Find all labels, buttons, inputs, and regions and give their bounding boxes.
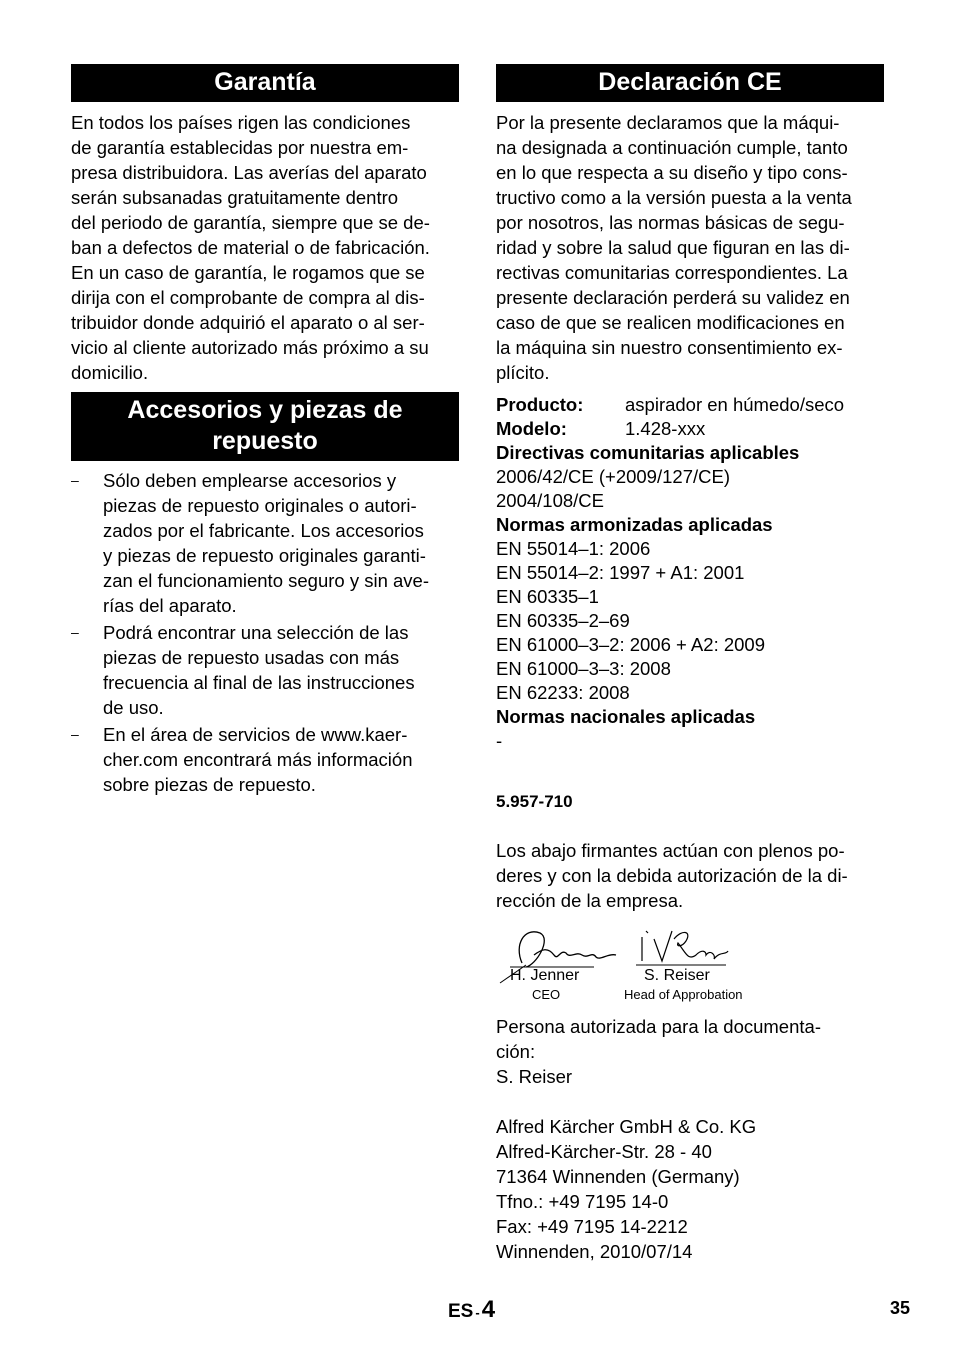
text-line: plícito. (496, 362, 550, 383)
norma-item: EN 60335–2–69 (496, 610, 630, 631)
text-line: tructivo como a la versión puesta a la venta (496, 187, 852, 208)
producto-label: Producto: (496, 394, 584, 415)
text-line: Persona autorizada para la documenta- (496, 1016, 821, 1037)
text-line: caso de que se realicen modificaciones en (496, 312, 845, 333)
text-line: domicilio. (71, 362, 149, 383)
text-line: de uso. (103, 697, 164, 718)
list-item (71, 468, 459, 618)
text-line: ción: (496, 1041, 536, 1062)
firmantes-text (496, 838, 884, 913)
heading-line: repuesto (212, 427, 318, 455)
norma-item: EN 60335–1 (496, 586, 599, 607)
text-line: del periodo de garantía, siempre que se de- (71, 212, 430, 233)
modelo-label: Modelo: (496, 418, 567, 439)
text-line: la máquina sin nuestro consentimiento ex- (496, 337, 843, 358)
normas-armonizadas-title: Normas armonizadas aplicadas (496, 514, 773, 535)
directiva-item: 2006/42/CE (+2009/127/CE) (496, 466, 730, 487)
text-line: sobre piezas de repuesto. (103, 774, 316, 795)
text-line: frecuencia al final de las instrucciones (103, 672, 415, 693)
address-line: Alfred-Kärcher-Str. 28 - 40 (496, 1141, 712, 1162)
text-line: na designada a continuación cumple, tanto (496, 137, 848, 158)
footer-lang: ES (448, 1301, 474, 1322)
heading-line: Accesorios y piezas de (127, 396, 403, 424)
address-line: Fax: +49 7195 14-2212 (496, 1216, 688, 1237)
producto-row (496, 393, 884, 417)
product-info (496, 393, 884, 753)
garantia-heading: Garantía (71, 64, 459, 102)
dash-bullet: – (71, 624, 79, 640)
text-line: vicio al cliente autorizado más próximo a su (71, 337, 429, 358)
normas-nacionales-title: Normas nacionales aplicadas (496, 706, 756, 727)
norma-item: EN 61000–3–3: 2008 (496, 658, 671, 679)
signer-name-jenner: H. Jenner (510, 967, 580, 984)
accesorios-heading (71, 392, 459, 461)
accesorios-list (71, 468, 459, 797)
left-column (71, 64, 459, 799)
dash-bullet: – (71, 472, 79, 488)
norma-item: EN 55014–2: 1997 + A1: 2001 (496, 562, 745, 583)
text-line: zados por el fabricante. Los accesorios (103, 520, 424, 541)
text-line: S. Reiser (496, 1066, 573, 1087)
norma-item: EN 55014–1: 2006 (496, 538, 651, 559)
directivas-title: Directivas comunitarias aplicables (496, 442, 800, 463)
footer-section-number: 4 (481, 1296, 496, 1323)
norma-item: EN 61000–3–2: 2006 + A2: 2009 (496, 634, 765, 655)
text-line: piezas de repuesto usadas con más (103, 647, 400, 668)
company-address (496, 1114, 884, 1264)
dash-bullet: – (71, 726, 79, 742)
text-line: en lo que respecta a su diseño y tipo cons- (496, 162, 848, 183)
address-line: Winnenden, 2010/07/14 (496, 1241, 693, 1262)
text-line: deres y con la debida autorización de la di- (496, 865, 848, 886)
normas-nacionales-value: - (496, 730, 503, 751)
footer-section-label (448, 1296, 495, 1324)
list-item (71, 620, 459, 720)
text-line: cher.com encontrará más información (103, 749, 413, 770)
signer-name-reiser: S. Reiser (644, 967, 710, 984)
text-line: y piezas de repuesto originales garanti- (103, 545, 426, 566)
list-item (71, 722, 459, 797)
text-line: Sólo deben emplearse accesorios y (103, 470, 397, 491)
text-line: Los abajo firmantes actúan con plenos po- (496, 840, 845, 861)
text-line: presente declaración perderá su validez en (496, 287, 850, 308)
signature-block (496, 925, 884, 1013)
modelo-value: 1.428-xxx (625, 418, 706, 439)
text-line: rías del aparato. (103, 595, 237, 616)
producto-value: aspirador en húmedo/seco (625, 394, 845, 415)
text-line: rección de la empresa. (496, 890, 684, 911)
text-line: Por la presente declaramos que la máqui- (496, 112, 840, 133)
text-line: presa distribuidora. Las averías del aparato (71, 162, 427, 183)
signer-title-approbation: Head of Approbation (624, 987, 743, 1002)
text-line: tribuidor donde adquirió el aparato o al ser- (71, 312, 425, 333)
text-line: rectivas comunitarias correspondientes. La (496, 262, 848, 283)
text-line: ridad y sobre la salud que figuran en las di- (496, 237, 850, 258)
declaracion-heading: Declaración CE (496, 64, 884, 102)
text-line: En el área de servicios de www.kaer- (103, 724, 408, 745)
signer-title-ceo: CEO (532, 987, 561, 1002)
address-line: Alfred Kärcher GmbH & Co. KG (496, 1116, 757, 1137)
text-line: dirija con el comprobante de compra al dis- (71, 287, 425, 308)
norma-item: EN 62233: 2008 (496, 682, 630, 703)
directiva-item: 2004/108/CE (496, 490, 605, 511)
page-number: 35 (890, 1298, 911, 1318)
text-line: En todos los países rigen las condiciones (71, 112, 411, 133)
document-code: 5.957-710 (496, 792, 573, 811)
text-line: ban a defectos de material o de fabricación. (71, 237, 430, 258)
text-line: En un caso de garantía, le rogamos que se (71, 262, 425, 283)
footer-sep: - (475, 1305, 480, 1320)
text-line: zan el funcionamiento seguro y sin ave- (103, 570, 429, 591)
persona-autorizada (496, 1014, 884, 1089)
text-line: serán subsanadas gratuitamente dentro (71, 187, 399, 208)
modelo-row (496, 417, 884, 441)
text-line: por nosotros, las normas básicas de segu- (496, 212, 845, 233)
declaracion-text (496, 110, 884, 385)
address-line: Tfno.: +49 7195 14-0 (496, 1191, 669, 1212)
garantia-text (71, 110, 459, 385)
right-column (496, 64, 884, 1264)
address-line: 71364 Winnenden (Germany) (496, 1166, 740, 1187)
text-line: piezas de repuesto originales o autori- (103, 495, 417, 516)
text-line: Podrá encontrar una selección de las (103, 622, 409, 643)
text-line: de garantía establecidas por nuestra em- (71, 137, 409, 158)
